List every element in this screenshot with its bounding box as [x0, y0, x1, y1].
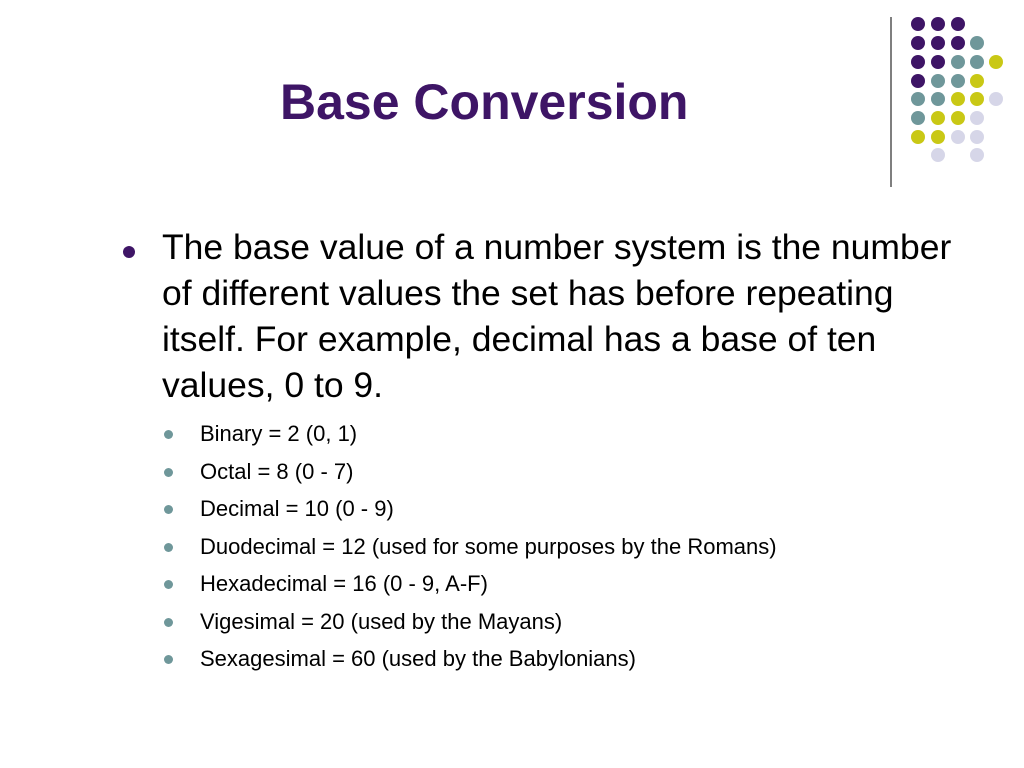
sub-bullet-list — [160, 415, 777, 678]
decorative-dot — [931, 92, 945, 106]
vertical-divider — [890, 17, 892, 187]
decorative-dot — [970, 130, 984, 144]
bullet-dot-icon — [164, 655, 173, 664]
sub-bullet-item — [160, 453, 777, 491]
decorative-dot — [951, 74, 965, 88]
decorative-dot — [931, 111, 945, 125]
decorative-dot — [911, 92, 925, 106]
main-bullet-list — [120, 224, 980, 408]
bullet-dot-icon — [123, 246, 135, 258]
decorative-dot — [970, 111, 984, 125]
bullet-dot-icon — [164, 580, 173, 589]
decorative-dot — [970, 74, 984, 88]
sub-bullet-text: Sexagesimal = 60 (used by the Babylonians) — [200, 646, 636, 671]
sub-bullet-item — [160, 415, 777, 453]
decorative-dot — [970, 36, 984, 50]
sub-bullet-item — [160, 640, 777, 678]
decorative-dot — [989, 55, 1003, 69]
decorative-dot — [951, 55, 965, 69]
bullet-dot-icon — [164, 430, 173, 439]
decorative-dot — [989, 92, 1003, 106]
decorative-dot — [951, 17, 965, 31]
sub-bullet-item — [160, 603, 777, 641]
decorative-dot — [970, 148, 984, 162]
decorative-dot — [970, 55, 984, 69]
sub-bullet-text: Octal = 8 (0 - 7) — [200, 458, 354, 484]
sub-bullet-item — [160, 528, 777, 566]
main-bullet-item — [120, 224, 980, 408]
decorative-dot — [931, 148, 945, 162]
decorative-dot — [911, 74, 925, 88]
decorative-dot — [911, 17, 925, 31]
decorative-dot — [911, 111, 925, 125]
sub-bullet-item — [160, 490, 777, 528]
decorative-dot — [931, 130, 945, 144]
bullet-dot-icon — [164, 505, 173, 514]
bullet-dot-icon — [164, 543, 173, 552]
sub-bullet-text: Decimal = 10 (0 - 9) — [200, 496, 394, 521]
sub-bullet-text: Binary = 2 (0, 1) — [200, 421, 358, 446]
decorative-dot — [951, 92, 965, 106]
bullet-dot-icon — [164, 468, 173, 477]
bullet-dot-icon — [164, 618, 173, 627]
slide-title: Base Conversion — [280, 74, 689, 130]
sub-bullet-text: Vigesimal = 20 (used by the Mayans) — [200, 608, 563, 634]
main-bullet-text: The base value of a number system is the number of different values the set has before repeating itself. For example, decimal has a base of ten values, 0 to 9. — [162, 227, 952, 405]
decorative-dot — [951, 130, 965, 144]
decorative-dot — [931, 36, 945, 50]
sub-bullet-text: Hexadecimal = 16 (0 - 9, A-F) — [200, 571, 488, 596]
decorative-dot — [911, 36, 925, 50]
decorative-dot — [970, 92, 984, 106]
decorative-dot — [911, 55, 925, 69]
decorative-dot — [931, 17, 945, 31]
decorative-dot — [951, 111, 965, 125]
sub-bullet-item — [160, 565, 777, 603]
sub-bullet-text: Duodecimal = 12 (used for some purposes by the Romans) — [200, 533, 777, 559]
decorative-dot — [951, 36, 965, 50]
decorative-dot — [931, 74, 945, 88]
decorative-dot — [931, 55, 945, 69]
decorative-dot — [911, 130, 925, 144]
